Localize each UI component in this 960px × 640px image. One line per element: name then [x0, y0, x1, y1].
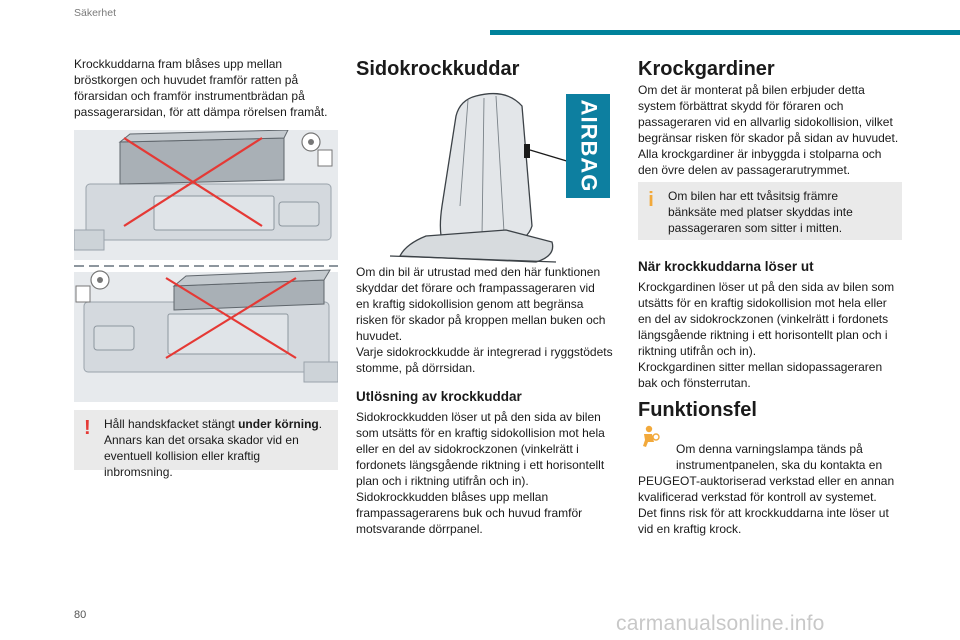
- section-header: Säkerhet: [74, 7, 117, 19]
- bench-seat-info-text: Om bilen har ett tvåsitsig främre bänksäte med platser skyddas inte passageraren som sitter i mitten.: [668, 189, 853, 235]
- malfunction-text-block: [638, 441, 908, 537]
- info-i-icon: i: [648, 189, 654, 211]
- glovebox-warning-note: [74, 410, 338, 479]
- side-airbag-deploy-text: Sidokrockkudden löser ut på den sida av bilen som utsätts för en kraftig sidokollision mot hela eller en del av sidokrockzonen (vinkelrätt i fordonets längsgående riktning i ett horisontellt plan och i riktning utifrån och in). Sidokrockkudden blåses upp mellan frampassagerarens buk och huvud framför motsvarande dörrpanel.: [356, 410, 605, 536]
- header-accent-bar: [490, 30, 960, 35]
- warning-text-start: Håll handskfacket stängt: [104, 417, 239, 431]
- watermark: carmanualsonline.info: [616, 612, 825, 635]
- airbag-label-box: [566, 94, 610, 198]
- malfunction-text-line: instrumentpanelen, ska du kontakta en: [676, 458, 883, 472]
- curtain-airbags-title: Krockgardiner: [638, 58, 775, 80]
- page-number: 80: [74, 609, 87, 621]
- malfunction-text-line: PEUGEOT-auktoriserad verkstad eller en annan: [638, 474, 895, 488]
- glovebox-illustration: [74, 130, 338, 402]
- warning-text-end: . Annars kan det orsaka skador vid en eventuell kollision eller kraftig inbromsning.: [104, 417, 323, 479]
- malfunction-title: Funktionsfel: [638, 399, 757, 421]
- malfunction-text-line: Det finns risk för att krockkuddarna inte löser ut: [638, 506, 889, 520]
- side-airbag-seat-illustration: [356, 86, 618, 264]
- curtain-deploy-subtitle: När krockkuddarna löser ut: [638, 259, 814, 274]
- curtain-airbag-intro: Om det är monterat på bilen erbjuder detta system förbättrat skydd för föraren och passageraren vid en allvarlig sidokollision, vilket begränsar risken för skador på sidan av huvudet. Alla krockgardiner är inbyggda i stolparna och den övre delen av passagerarutrymmet.: [638, 83, 899, 177]
- curtain-deploy-text: Krockgardinen löser ut på den sida av bilen som utsätts för en kraftig sidokollision mot hela eller en del av sidokrockzonen (vinkelrätt i fordonets längsgående riktning i ett horisontellt plan och i riktning utifrån och in). Krockgardinen sitter mellan sidopassageraren bak och fönsterrutan.: [638, 280, 895, 390]
- malfunction-text-line: Om denna varningslampa tänds på: [676, 442, 863, 456]
- glovebox-warning-text: [84, 416, 330, 480]
- malfunction-text-line: vid en kraftig krock.: [638, 522, 742, 536]
- side-airbags-title: Sidokrockkuddar: [356, 58, 520, 80]
- airbag-deploy-subtitle: Utlösning av krockkuddar: [356, 389, 522, 404]
- malfunction-text: [638, 425, 908, 553]
- glovebox-illustration-svg: [74, 130, 338, 402]
- warning-text-bold: under körning: [238, 417, 319, 431]
- front-airbag-intro: Krockkuddarna fram blåses upp mellan bröstkorgen och huvudet framför ratten på förarsidan och framför instrumentbrädan på passagerarsidan, för att dämpa rörelsen framåt.: [74, 57, 328, 119]
- malfunction-text-line: kvalificerad verkstad för kontroll av systemet.: [638, 490, 877, 504]
- warning-exclamation-icon: !: [84, 417, 91, 439]
- side-airbag-intro: Om din bil är utrustad med den här funktionen skyddar det förare och frampassageraren vid en kraftig sidokollision genom att begränsa risken för skador på kroppen mellan buken och huvudet. Varje sidokrockkudde är integrerad i ryggstödets stomme, på dörrsidan.: [356, 265, 613, 375]
- airbag-label: AIRBAG: [576, 99, 601, 193]
- bench-seat-info-note: [638, 182, 902, 240]
